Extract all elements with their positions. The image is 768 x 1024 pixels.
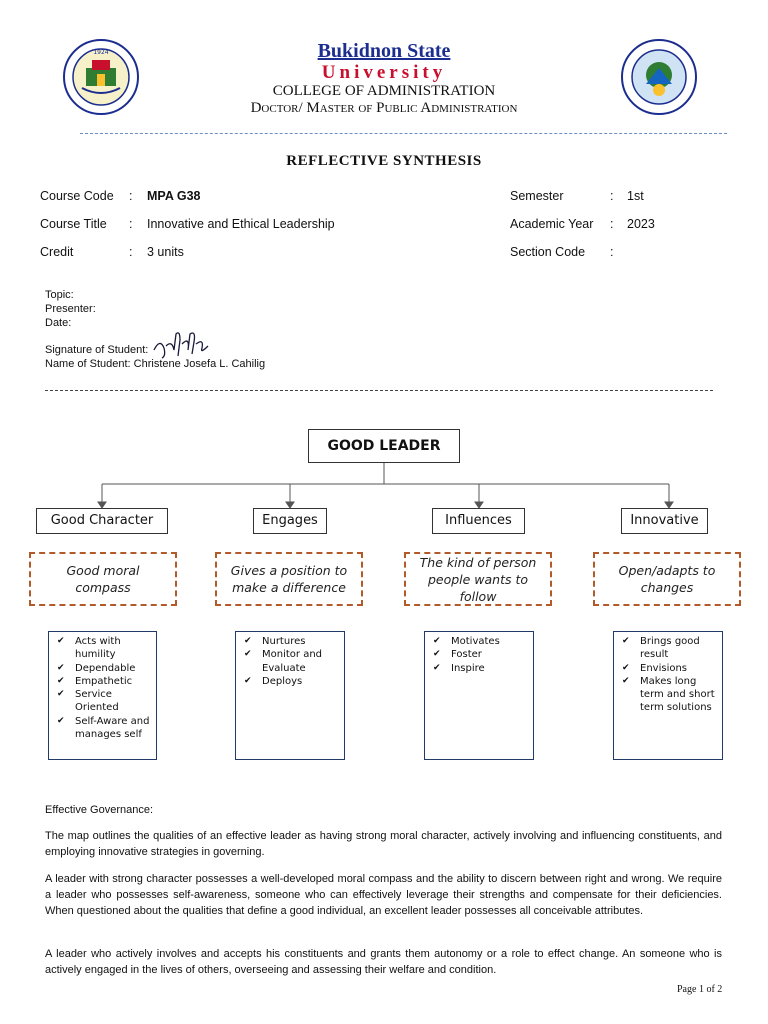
svg-text:1924: 1924 xyxy=(93,49,109,56)
checklist-item: ✔ Inspire xyxy=(431,662,529,675)
credit-label: Credit xyxy=(40,245,74,259)
semester-label: Semester xyxy=(510,189,564,203)
academic-year-label: Academic Year xyxy=(510,217,594,231)
category-good-character: Good Character xyxy=(36,508,168,534)
university-word: University xyxy=(321,62,447,83)
body-paragraph: A leader who actively involves and accepts his constituents and grants them autonomy or a role to effect change. An someone who is actively engaged in the lives of others, overseeing and assessing their welfare and condition. xyxy=(45,948,722,976)
checklist-item: ✔ Brings good result xyxy=(620,635,718,662)
description-text: The kind of person people wants to follow xyxy=(419,554,537,604)
checklist-item: ✔ Service Oriented xyxy=(55,688,152,715)
section-code-label: Section Code xyxy=(510,245,586,259)
presenter-label: Presenter: xyxy=(45,303,96,315)
date-label: Date: xyxy=(45,317,72,329)
traits-list-influences xyxy=(424,631,534,760)
checklist-item: ✔ Motivates xyxy=(431,635,529,648)
course-title-value: Innovative and Ethical Leadership xyxy=(147,217,335,231)
colon: : xyxy=(129,189,133,203)
course-code-label: Course Code xyxy=(40,189,114,203)
traits-list-engages xyxy=(235,631,345,760)
college-name: COLLEGE OF ADMINISTRATION xyxy=(272,83,496,99)
body-paragraph: A leader with strong character possesses a well-developed moral compass and the ability to discern between right and wrong. We require a leader who possesses self-awareness, someone who can effectively leverage their strengths and compensate for their deficiencies. When questioned about the qualities that define a good individual, an excellent leader possesses all conceivable attributes. xyxy=(45,873,722,917)
category-innovative: Innovative xyxy=(621,508,708,534)
checklist-item: ✔ Makes long term and short term solutions xyxy=(620,675,718,715)
checklist-item: ✔ Monitor and Evaluate xyxy=(242,648,340,675)
description-box xyxy=(215,552,363,606)
signature-label: Signature of Student: xyxy=(45,344,149,356)
program-name: Doctor/ Master of Public Administration xyxy=(250,100,518,116)
description-text: Good moral compass xyxy=(66,563,140,595)
checklist-item: ✔ Self-Aware and manages self xyxy=(55,715,152,742)
checklist-item: ✔ Envisions xyxy=(620,662,718,675)
checklist-item: ✔ Foster xyxy=(431,648,529,661)
student-name: Name of Student: Christene Josefa L. Cahilig xyxy=(45,358,266,370)
university-name: Bukidnon State xyxy=(317,40,451,62)
credit-value: 3 units xyxy=(147,245,184,259)
colon: : xyxy=(610,245,614,259)
colon: : xyxy=(129,245,133,259)
colon: : xyxy=(610,189,614,203)
traits-list-innovative xyxy=(613,631,723,760)
checklist-item: ✔ Dependable xyxy=(55,662,152,675)
body-paragraph: The map outlines the qualities of an effective leader as having strong moral character, actively involving and influencing constituents, and employing innovative strategies in governing. xyxy=(45,830,722,858)
description-text: Gives a position to make a difference xyxy=(230,563,348,595)
description-box xyxy=(29,552,177,606)
document-title: REFLECTIVE SYNTHESIS xyxy=(286,153,482,169)
section-heading: Effective Governance: xyxy=(45,804,154,816)
semester-value: 1st xyxy=(627,189,644,203)
colon: : xyxy=(610,217,614,231)
checklist-item: ✔ Nurtures xyxy=(242,635,340,648)
course-code-value: MPA G38 xyxy=(147,189,201,203)
checklist-item: ✔ Empathetic xyxy=(55,675,152,688)
page-number: Page 1 of 2 xyxy=(677,984,723,995)
description-box xyxy=(404,552,552,606)
category-influences: Influences xyxy=(432,508,525,534)
colon: : xyxy=(129,217,133,231)
category-engages: Engages xyxy=(253,508,327,534)
description-box xyxy=(593,552,741,606)
topic-label: Topic: xyxy=(45,289,74,301)
academic-year-value: 2023 xyxy=(627,217,655,231)
traits-list-good-character xyxy=(48,631,157,760)
checklist-item: ✔ Deploys xyxy=(242,675,340,688)
description-text: Open/adapts to changes xyxy=(618,563,716,595)
good-leader-box: GOOD LEADER xyxy=(308,429,460,463)
course-title-label: Course Title xyxy=(40,217,107,231)
checklist-item: ✔ Acts with humility xyxy=(55,635,152,662)
